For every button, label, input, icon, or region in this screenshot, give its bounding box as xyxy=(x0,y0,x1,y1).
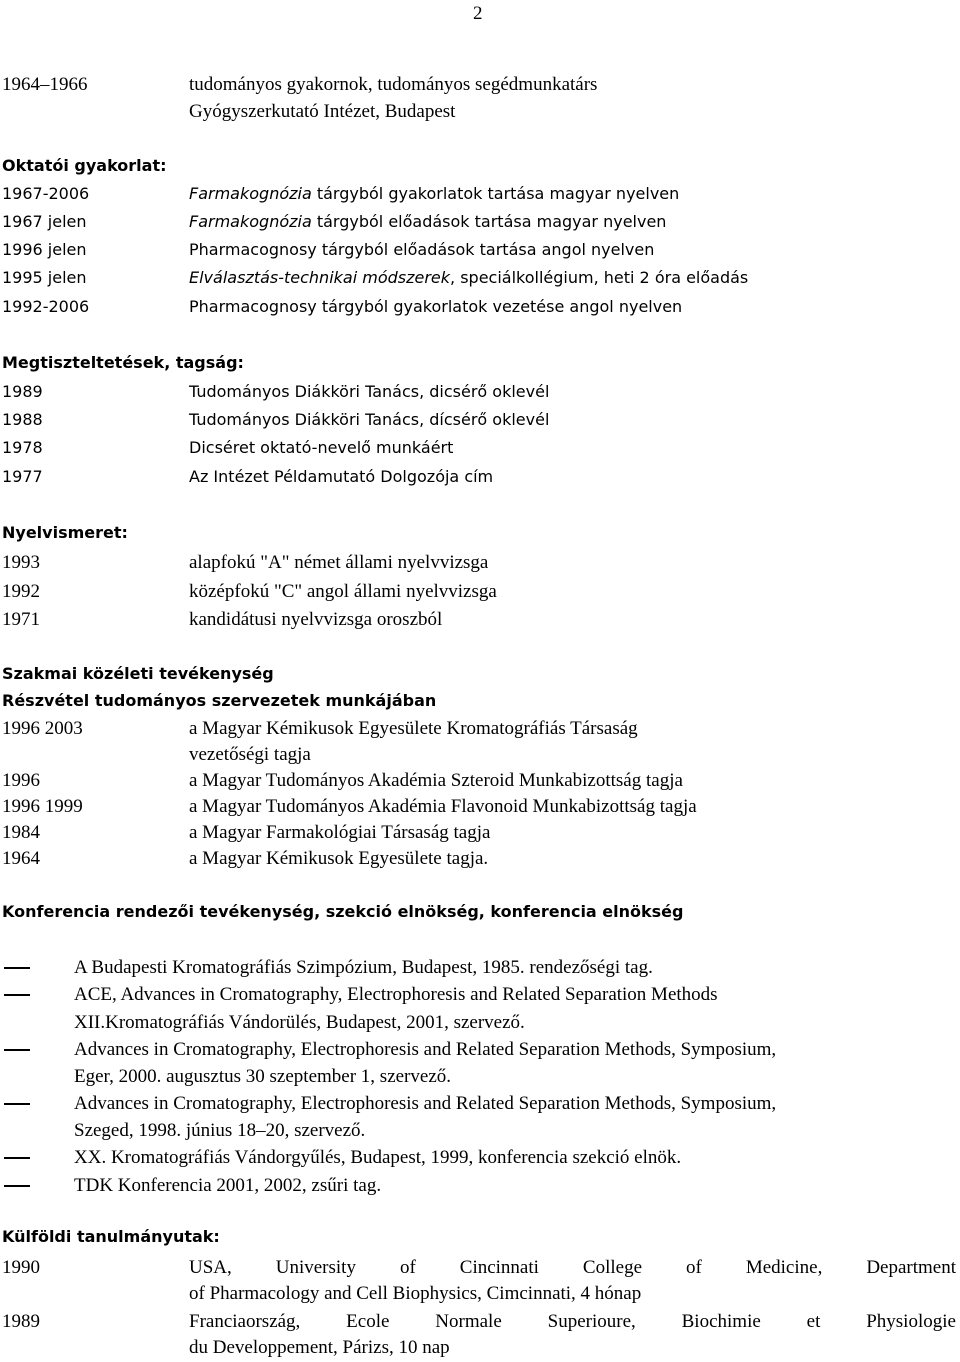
membership-years: 1984 xyxy=(2,822,40,843)
membership-text-cont: vezetőségi tagja xyxy=(189,744,311,765)
organizations-heading: Részvétel tudományos szervezetek munkájában xyxy=(2,691,437,710)
teaching-subject: Elválasztás-technikai módszerek xyxy=(189,268,451,287)
trip-word: College xyxy=(582,1257,643,1278)
trip-text xyxy=(189,1312,956,1331)
honor-text: Dicséret oktató-nevelő munkáért xyxy=(189,438,454,457)
teaching-years: 1967-2006 xyxy=(2,184,90,203)
membership-years: 1996 xyxy=(2,770,40,791)
trip-word: Superioure, xyxy=(547,1311,636,1332)
page-number: 2 xyxy=(473,3,483,24)
trip-year: 1990 xyxy=(2,1257,40,1278)
teaching-text xyxy=(189,186,679,202)
teaching-years: 1995 jelen xyxy=(2,268,87,287)
teaching-detail: tárgyból gyakorlatok tartása magyar nyelven xyxy=(311,184,680,203)
trip-word: Franciaország, xyxy=(189,1311,301,1332)
teaching-subject: Farmakognózia xyxy=(189,184,312,203)
honor-year: 1977 xyxy=(2,467,43,486)
trip-word: Physiologie xyxy=(866,1311,956,1332)
honor-year: 1978 xyxy=(2,438,43,457)
language-text: középfokú "C" angol állami nyelvvizsga xyxy=(189,581,497,602)
membership-text: a Magyar Kémikusok Egyesülete Kromatográfiás Társaság xyxy=(189,718,638,739)
language-year: 1971 xyxy=(2,609,40,630)
trip-word: University xyxy=(275,1257,356,1278)
membership-years: 1964 xyxy=(2,848,40,869)
languages-heading: Nyelvismeret: xyxy=(2,523,128,542)
conference-item: A Budapesti Kromatográfiás Szimpózium, Budapest, 1985. rendezőségi tag. xyxy=(74,957,653,978)
membership-text: a Magyar Tudományos Akadémia Flavonoid Munkabizottság tagja xyxy=(189,796,697,817)
conferences-heading: Konferencia rendezői tevékenység, szekció elnökség, konferencia elnökség xyxy=(2,902,684,921)
trip-text-cont: of Pharmacology and Cell Biophysics, Cimcinnati, 4 hónap xyxy=(189,1283,642,1304)
language-year: 1993 xyxy=(2,552,40,573)
teaching-years: 1992-2006 xyxy=(2,297,90,316)
honor-text: Tudományos Diákköri Tanács, dícsérő oklevél xyxy=(189,410,550,429)
teaching-years: 1996 jelen xyxy=(2,240,87,259)
trip-word: Department xyxy=(866,1257,956,1278)
trip-text-cont: du Developpement, Párizs, 10 nap xyxy=(189,1337,450,1358)
membership-text: a Magyar Farmakológiai Társaság tagja xyxy=(189,822,491,843)
employment-years: 1964–1966 xyxy=(2,74,88,95)
bullet-dash xyxy=(4,1103,30,1105)
conference-item: Advances in Cromatography, Electrophoresis and Related Separation Methods, Symposium, xyxy=(74,1093,777,1114)
bullet-dash xyxy=(4,1049,30,1051)
trip-text xyxy=(189,1258,956,1277)
teaching-detail: , speciálkollégium, heti 2 óra előadás xyxy=(450,268,749,287)
bullet-dash xyxy=(4,1185,30,1187)
bullet-dash xyxy=(4,994,30,996)
trip-year: 1989 xyxy=(2,1311,40,1332)
honor-text: Tudományos Diákköri Tanács, dicsérő oklevél xyxy=(189,382,550,401)
public-heading: Szakmai közéleti tevékenység xyxy=(2,664,274,683)
conference-item: Advances in Cromatography, Electrophoresis and Related Separation Methods, Symposium, xyxy=(74,1039,777,1060)
teaching-detail: tárgyból előadások tartása magyar nyelven xyxy=(311,212,667,231)
conference-item-cont: Szeged, 1998. június 18–20, szervező. xyxy=(74,1120,366,1141)
membership-text: a Magyar Kémikusok Egyesülete tagja. xyxy=(189,848,489,869)
teaching-years: 1967 jelen xyxy=(2,212,87,231)
abroad-heading: Külföldi tanulmányutak: xyxy=(2,1227,220,1246)
language-text: kandidátusi nyelvvizsga oroszból xyxy=(189,609,443,630)
trip-word: of xyxy=(399,1257,416,1278)
teaching-subject: Farmakognózia xyxy=(189,212,312,231)
language-year: 1992 xyxy=(2,581,40,602)
trip-word: of xyxy=(686,1257,702,1278)
conference-item-cont: Eger, 2000. augusztus 30 szeptember 1, szervező. xyxy=(74,1066,452,1087)
teaching-text: Pharmacognosy tárgyból gyakorlatok vezetése angol nyelven xyxy=(189,297,683,316)
bullet-dash xyxy=(4,967,30,969)
employment-institute: Gyógyszerkutató Intézet, Budapest xyxy=(189,101,456,122)
teaching-text xyxy=(189,270,748,286)
trip-word: Ecole xyxy=(346,1311,390,1332)
trip-word: USA, xyxy=(189,1257,232,1278)
conference-item: XX. Kromatográfiás Vándorgyűlés, Budapest, 1999, konferencia szekció elnök. xyxy=(74,1147,682,1168)
honor-year: 1988 xyxy=(2,410,43,429)
honor-text: Az Intézet Példamutató Dolgozója cím xyxy=(189,467,494,486)
conference-item: ACE, Advances in Cromatography, Electrophoresis and Related Separation Methods xyxy=(74,984,718,1005)
employment-position: tudományos gyakornok, tudományos segédmunkatárs xyxy=(189,74,598,95)
membership-text: a Magyar Tudományos Akadémia Szteroid Munkabizottság tagja xyxy=(189,770,683,791)
trip-word: Medicine, xyxy=(745,1257,823,1278)
teaching-heading: Oktatói gyakorlat: xyxy=(2,156,167,175)
membership-years: 1996 2003 xyxy=(2,718,83,739)
trip-word: et xyxy=(806,1311,821,1332)
honor-year: 1989 xyxy=(2,382,43,401)
membership-years: 1996 1999 xyxy=(2,796,83,817)
teaching-text xyxy=(189,214,666,230)
trip-word: Normale xyxy=(435,1311,502,1332)
bullet-dash xyxy=(4,1157,30,1159)
trip-word: Cincinnati xyxy=(459,1257,539,1278)
conference-item-cont: XII.Kromatográfiás Vándorülés, Budapest, 2001, szervező. xyxy=(74,1012,525,1033)
honors-heading: Megtiszteltetések, tagság: xyxy=(2,353,244,372)
trip-word: Biochimie xyxy=(681,1311,761,1332)
teaching-text: Pharmacognosy tárgyból előadások tartása angol nyelven xyxy=(189,240,655,259)
conference-item: TDK Konferencia 2001, 2002, zsűri tag. xyxy=(74,1175,382,1196)
language-text: alapfokú "A" német állami nyelvvizsga xyxy=(189,552,489,573)
